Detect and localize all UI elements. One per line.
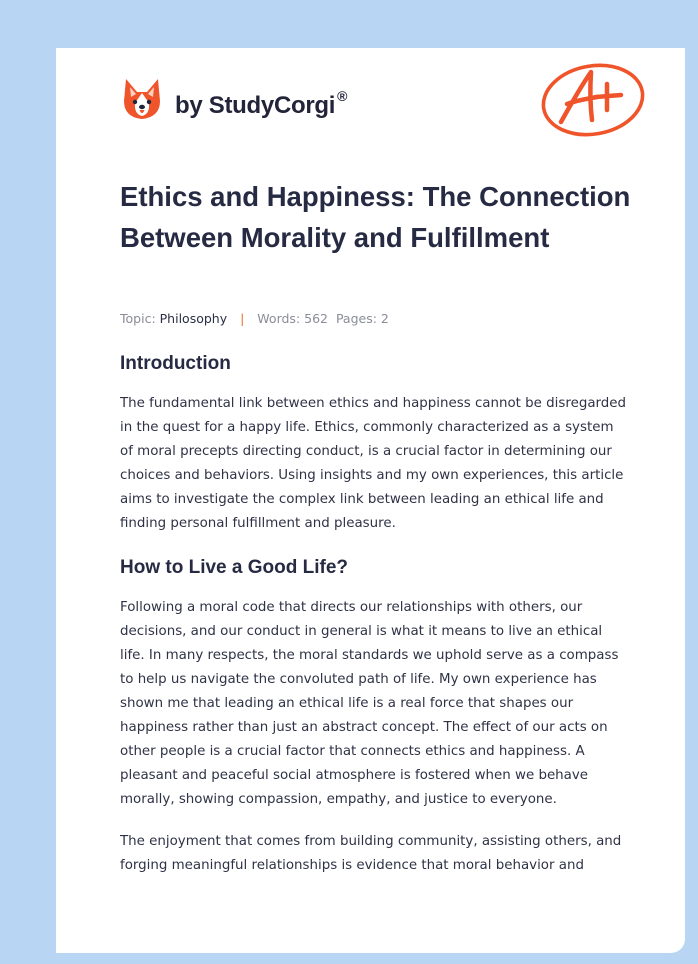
registered-mark: ® bbox=[337, 88, 348, 104]
paragraph: The enjoyment that comes from building community, assisting others, and forging meaningful relationships is evidence that moral behavior and bbox=[120, 834, 622, 873]
section-heading: Introduction bbox=[120, 353, 231, 374]
page-count: Pages: 2 bbox=[335, 311, 389, 326]
topic-link[interactable]: Philosophy bbox=[159, 311, 228, 326]
document-page bbox=[56, 48, 685, 953]
paragraph: The fundamental link between ethics and happiness cannot be disregarded in the quest for a happy life. Ethics, commonly characterized as a system of moral precepts directing conduct, is a crucial factor in determining our choices and behaviors. Using insights and my own experiences, this article aims to investigate the complex link between leading an ethical life and finding personal fulfillment and pleasure. bbox=[120, 396, 627, 531]
brand-text: by StudyCorgi bbox=[175, 92, 336, 119]
brand-name[interactable] bbox=[175, 88, 348, 120]
document-title: Ethics and Happiness: The Connection Between Morality and Fulfillment bbox=[120, 181, 631, 253]
document-body bbox=[120, 350, 630, 896]
topic-label: Topic: bbox=[120, 311, 156, 326]
section-heading: How to Live a Good Life? bbox=[120, 557, 348, 578]
a-plus-grade-icon bbox=[539, 60, 647, 140]
paragraph: Following a moral code that directs our relationships with others, our decisions, and our conduct in general is what it means to live an ethical life. In many respects, the moral standards we uphold serve as a compass to help us navigate the convoluted path of life. My own experience has shown me that leading an ethical life is a real force that shapes our happiness rather than just an abstract concept. The effect of our acts on other people is a crucial factor that connects ethics and happiness. A pleasant and peaceful social atmosphere is fostered when we behave morally, showing compassion, empathy, and justice to everyone. bbox=[120, 600, 619, 807]
document-meta bbox=[120, 311, 389, 326]
corgi-icon bbox=[122, 77, 162, 121]
meta-separator: | bbox=[240, 311, 245, 326]
word-count: Words: 562 bbox=[257, 311, 328, 326]
